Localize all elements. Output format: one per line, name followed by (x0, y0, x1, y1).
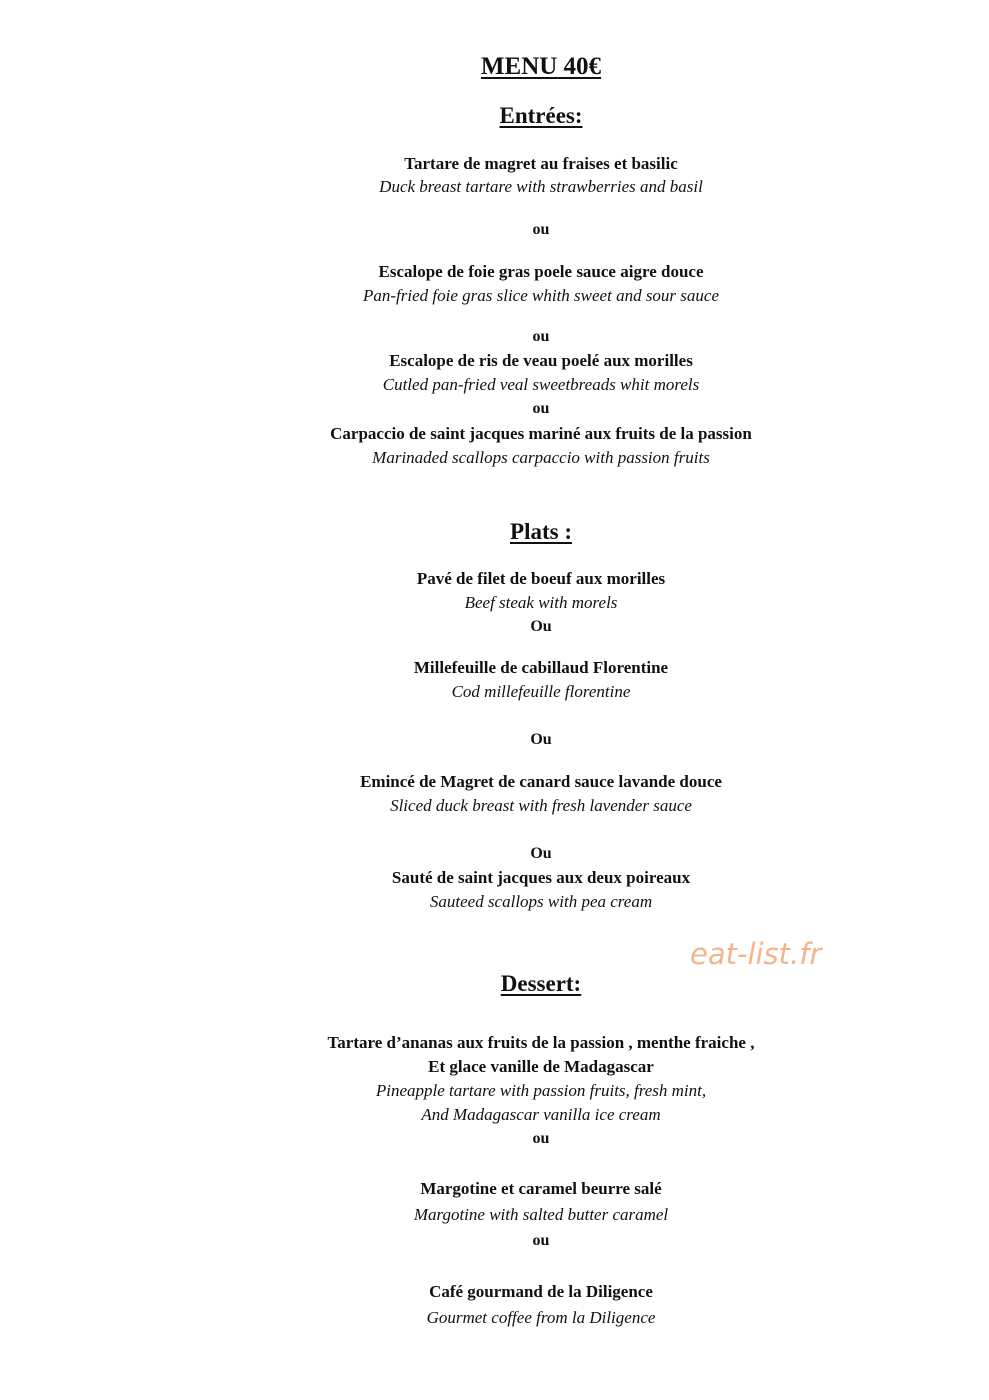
plat-3-name: Emincé de Magret de canard sauce lavande douce (360, 772, 722, 791)
entree-2-translation: Pan-fried foie gras slice whith sweet and sour sauce (362, 286, 720, 305)
entree-1-name: Tartare de magret au fraises et basilic (404, 154, 678, 173)
watermark-logo: eat-list.fr (690, 937, 822, 971)
entree-1-translation: Duck breast tartare with strawberries and basil (379, 177, 703, 196)
dessert-1-translation-line-1: Pineapple tartare with passion fruits, fresh mint, (375, 1081, 707, 1100)
plat-1-name: Pavé de filet de boeuf aux morilles (416, 569, 666, 588)
section-heading-dessert: Dessert: (500, 971, 582, 996)
dessert-separator-1: ou (532, 1130, 550, 1147)
dessert-3-name: Café gourmand de la Diligence (429, 1282, 653, 1301)
entree-separator-1: ou (532, 221, 550, 238)
section-heading-plats: Plats : (510, 519, 572, 544)
plat-2-translation: Cod millefeuille florentine (451, 682, 631, 701)
menu-title: MENU 40€ (480, 53, 602, 80)
section-heading-entrees: Entrées: (499, 103, 583, 128)
entree-4-translation: Marinaded scallops carpaccio with passion fruits (372, 448, 710, 467)
dessert-1-name-line-2: Et glace vanille de Madagascar (428, 1057, 654, 1076)
plat-separator-1: Ou (530, 618, 552, 635)
plat-1-translation: Beef steak with morels (464, 593, 618, 612)
plat-4-name: Sauté de saint jacques aux deux poireaux (391, 868, 691, 887)
dessert-1-name-line-1: Tartare d’ananas aux fruits de la passion , menthe fraiche , (327, 1033, 755, 1052)
entree-2-name: Escalope de foie gras poele sauce aigre douce (378, 262, 704, 281)
plat-2-name: Millefeuille de cabillaud Florentine (413, 658, 669, 677)
entree-3-name: Escalope de ris de veau poelé aux morilles (389, 351, 693, 370)
plat-4-translation: Sauteed scallops with pea cream (429, 892, 653, 911)
entree-4-name: Carpaccio de saint jacques mariné aux fruits de la passion (330, 424, 752, 443)
entree-separator-2: ou (532, 328, 550, 345)
dessert-2-name: Margotine et caramel beurre salé (420, 1179, 662, 1198)
dessert-2-translation: Margotine with salted butter caramel (413, 1205, 669, 1224)
plat-separator-2: Ou (530, 731, 552, 748)
entree-separator-3: ou (532, 400, 550, 417)
dessert-3-translation: Gourmet coffee from la Diligence (426, 1308, 656, 1327)
dessert-separator-2: ou (532, 1232, 550, 1249)
plat-separator-3: Ou (530, 845, 552, 862)
dessert-1-translation-line-2: And Madagascar vanilla ice cream (421, 1105, 661, 1124)
plat-3-translation: Sliced duck breast with fresh lavender sauce (390, 796, 692, 815)
entree-3-translation: Cutled pan-fried veal sweetbreads whit morels (382, 375, 700, 394)
